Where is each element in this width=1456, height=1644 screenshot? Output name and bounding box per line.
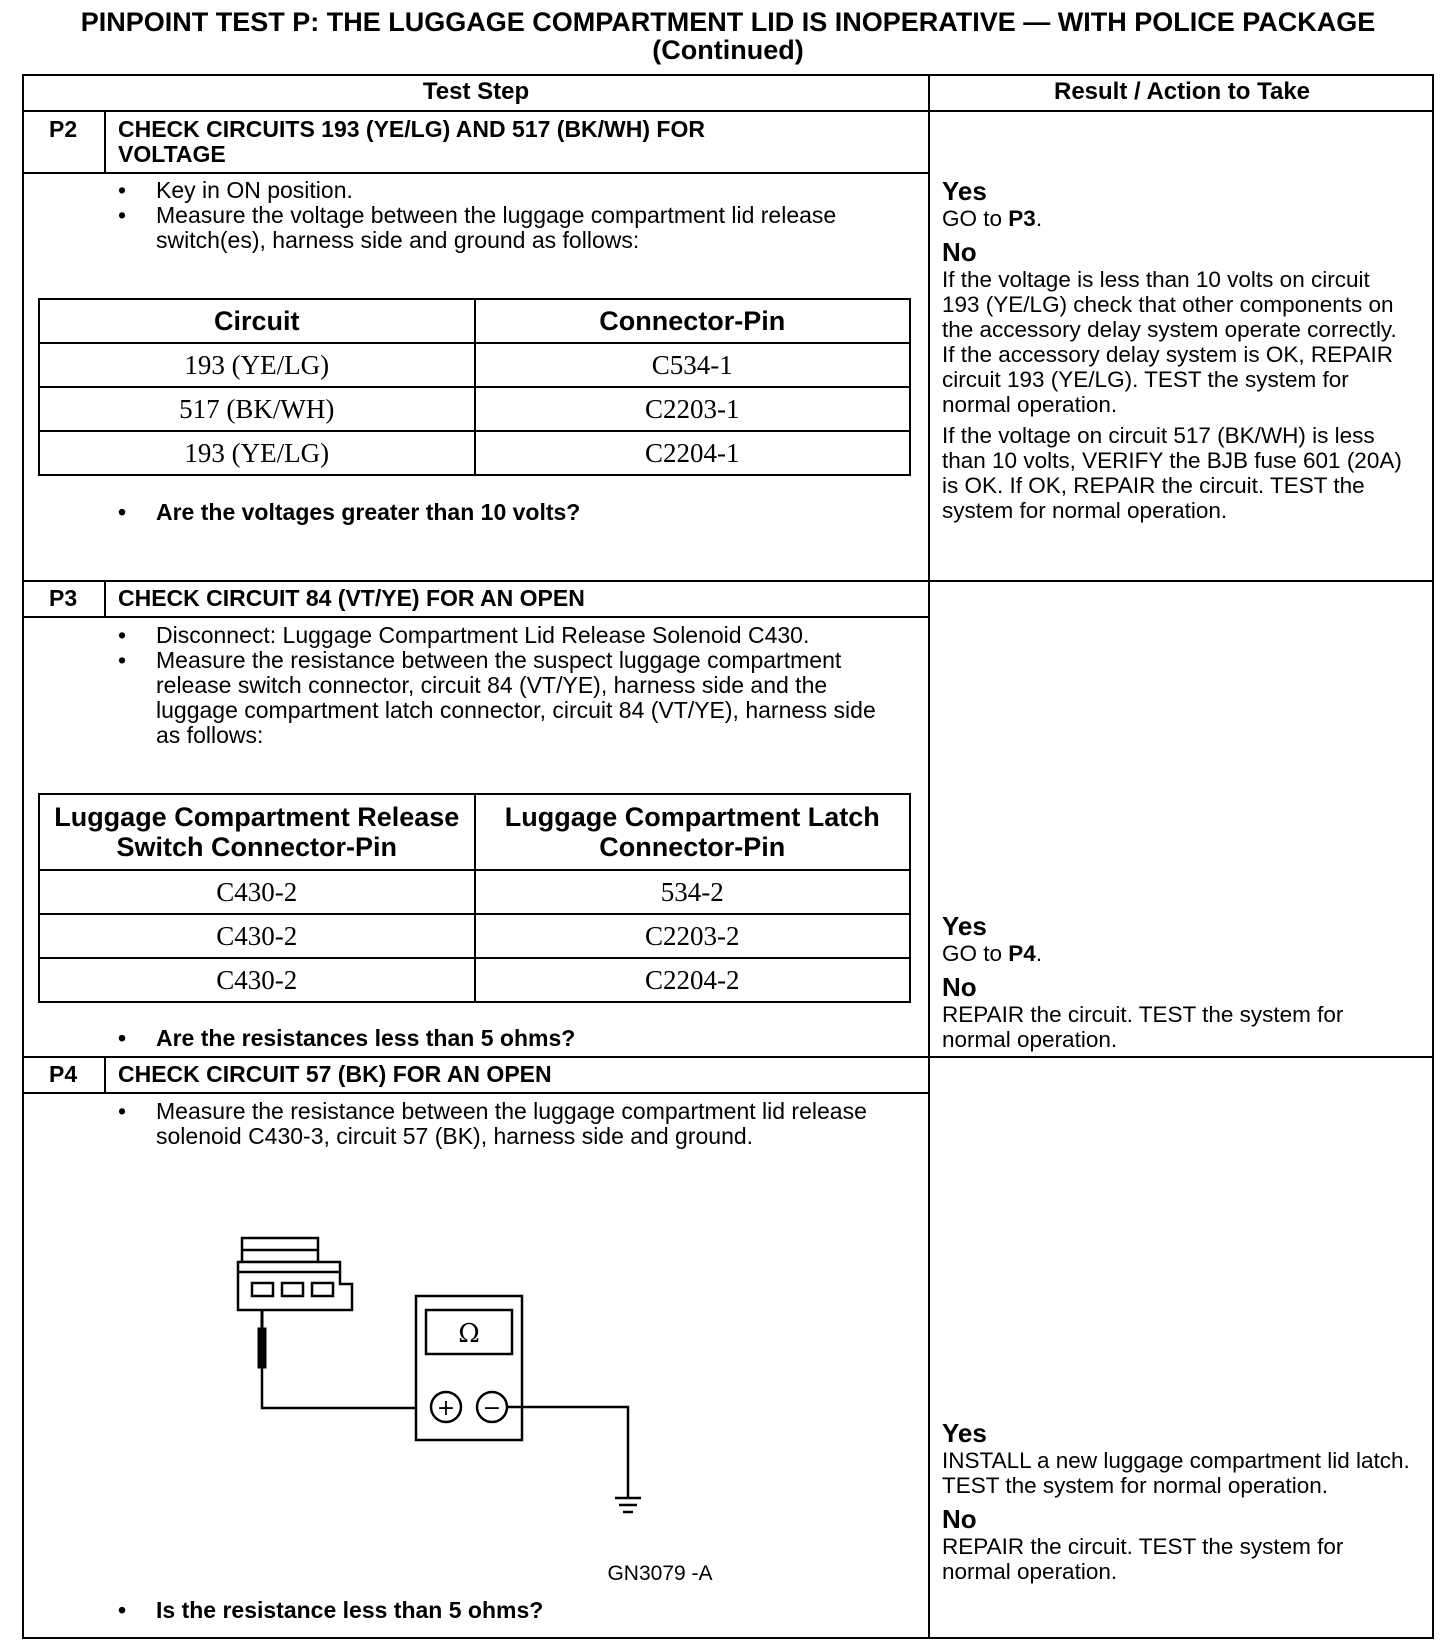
- ohmmeter-wiring-diagram: [230, 1230, 790, 1600]
- table-cell: C430-2: [39, 958, 475, 1002]
- step-id-p3: P3: [49, 585, 78, 611]
- title-line-2: (Continued): [652, 35, 804, 65]
- step-instructions-p3: [118, 623, 898, 748]
- step-instructions-p2: [118, 178, 878, 253]
- instruction-item: • Measure the resistance between the luggage compartment lid release solenoid C430-3, circuit 57 (BK), harness side and ground.: [118, 1099, 878, 1149]
- table-row: [39, 870, 910, 914]
- connector-icon: [238, 1238, 352, 1310]
- yes-label: Yes: [942, 1418, 987, 1448]
- goto-step: P4: [1008, 941, 1036, 966]
- column-divider: [928, 74, 930, 1639]
- table-cell: C2204-2: [475, 958, 911, 1002]
- result-p4: [942, 1418, 1412, 1590]
- step-heading-divider: [22, 1092, 930, 1094]
- table-header-row: [39, 794, 910, 870]
- table-header-cell: Luggage Compartment Release Switch Connector-Pin: [39, 794, 475, 870]
- yes-action: GO to P3.: [942, 206, 1043, 231]
- table-cell: C534-1: [475, 343, 911, 387]
- header-test-step: Test Step: [422, 78, 530, 105]
- table-row: [39, 343, 910, 387]
- step-heading-divider: [22, 172, 930, 174]
- yes-label: Yes: [942, 176, 987, 206]
- table-cell: C2203-1: [475, 387, 911, 431]
- step-heading-p2: CHECK CIRCUITS 193 (YE/LG) AND 517 (BK/WH) FOR VOLTAGE: [118, 116, 705, 167]
- page-title: [0, 8, 1456, 64]
- table-row: [39, 958, 910, 1002]
- table-header-cell: Luggage Compartment Latch Connector-Pin: [475, 794, 911, 870]
- result-p3: [942, 911, 1412, 1058]
- table-row: [39, 431, 910, 475]
- figure-caption: GN3079 -A: [607, 1562, 713, 1585]
- no-action: REPAIR the circuit. TEST the system for normal operation.: [942, 1534, 1344, 1584]
- table-cell: 534-2: [475, 870, 911, 914]
- table-cell: C2204-1: [475, 431, 911, 475]
- instruction-item: • Key in ON position.: [118, 178, 878, 203]
- circuit-table-p2: [38, 298, 911, 476]
- step-heading-p3: CHECK CIRCUIT 84 (VT/YE) FOR AN OPEN: [118, 585, 585, 611]
- yes-action: GO to P4.: [942, 941, 1043, 966]
- step-heading-divider: [22, 616, 930, 618]
- ohm-symbol: Ω: [458, 1319, 480, 1349]
- minus-terminal-label: −: [482, 1396, 502, 1421]
- instruction-item: • Measure the voltage between the luggage compartment lid release switch(es), harness side and ground as follows:: [118, 203, 878, 253]
- ohmmeter-icon: [416, 1296, 522, 1440]
- no-label: No: [942, 237, 977, 267]
- probe-lead-wire: [262, 1368, 418, 1408]
- header-divider: [22, 110, 1434, 112]
- question-text: • Is the resistance less than 5 ohms?: [118, 1598, 878, 1623]
- yes-action: INSTALL a new luggage compartment lid latch. TEST the system for normal operation.: [942, 1448, 1410, 1498]
- no-action: If the voltage on circuit 517 (BK/WH) is less than 10 volts, VERIFY the BJB fuse 601 (20A) is OK. If OK, REPAIR the circuit. TEST the system for normal operation.: [942, 423, 1402, 523]
- instruction-item: • Disconnect: Luggage Compartment Lid Release Solenoid C430.: [118, 623, 898, 648]
- table-cell: 193 (YE/LG): [39, 343, 475, 387]
- step-id-divider: [104, 110, 106, 172]
- table-cell: C430-2: [39, 914, 475, 958]
- ground-icon: [615, 1498, 641, 1512]
- step-id-p4: P4: [49, 1061, 78, 1087]
- goto-step: P3: [1008, 206, 1036, 231]
- step-divider: [22, 580, 1434, 582]
- step-id-divider: [104, 1056, 106, 1093]
- table-cell: 193 (YE/LG): [39, 431, 475, 475]
- step-id-divider: [104, 580, 106, 617]
- result-p2: [942, 176, 1412, 529]
- table-cell: C2203-2: [475, 914, 911, 958]
- instruction-item: • Measure the resistance between the suspect luggage compartment release switch connector, circuit 84 (VT/YE), harness side and the luggage compartment latch connector, circuit 84 (VT/YE), harness side as follows:: [118, 648, 898, 748]
- test-probe-icon: [258, 1310, 266, 1368]
- plus-terminal-label: +: [436, 1396, 456, 1421]
- table-cell: C430-2: [39, 870, 475, 914]
- table-cell: 517 (BK/WH): [39, 387, 475, 431]
- step-question-p4: [118, 1598, 878, 1623]
- question-text: • Are the voltages greater than 10 volts?: [118, 500, 878, 525]
- no-action: REPAIR the circuit. TEST the system for normal operation.: [942, 1002, 1344, 1052]
- step-question-p2: [118, 500, 878, 525]
- ground-lead-wire: [507, 1407, 628, 1498]
- question-text: • Are the resistances less than 5 ohms?: [118, 1026, 898, 1051]
- table-row: [39, 387, 910, 431]
- step-id-p2: P2: [49, 116, 78, 142]
- no-label: No: [942, 1504, 977, 1534]
- yes-label: Yes: [942, 911, 987, 941]
- table-header-cell: Connector-Pin: [475, 299, 911, 343]
- step-instructions-p4: [118, 1099, 878, 1149]
- connector-table-p3: [38, 793, 911, 1003]
- table-header-row: [39, 299, 910, 343]
- table-row: [39, 914, 910, 958]
- no-action: If the voltage is less than 10 volts on circuit 193 (YE/LG) check that other components on the accessory delay system operate correctly. If the accessory delay system is OK, REPAIR circuit 193 (YE/LG). TEST the system for normal operation.: [942, 267, 1397, 417]
- table-header-cell: Circuit: [39, 299, 475, 343]
- no-label: No: [942, 972, 977, 1002]
- header-result: Result / Action to Take: [1053, 78, 1311, 105]
- title-line-1: PINPOINT TEST P: THE LUGGAGE COMPARTMENT LID IS INOPERATIVE — WITH POLICE PACKAGE: [80, 7, 1376, 37]
- step-divider: [22, 1056, 1434, 1058]
- step-heading-p4: CHECK CIRCUIT 57 (BK) FOR AN OPEN: [118, 1061, 552, 1087]
- step-question-p3: [118, 1026, 898, 1051]
